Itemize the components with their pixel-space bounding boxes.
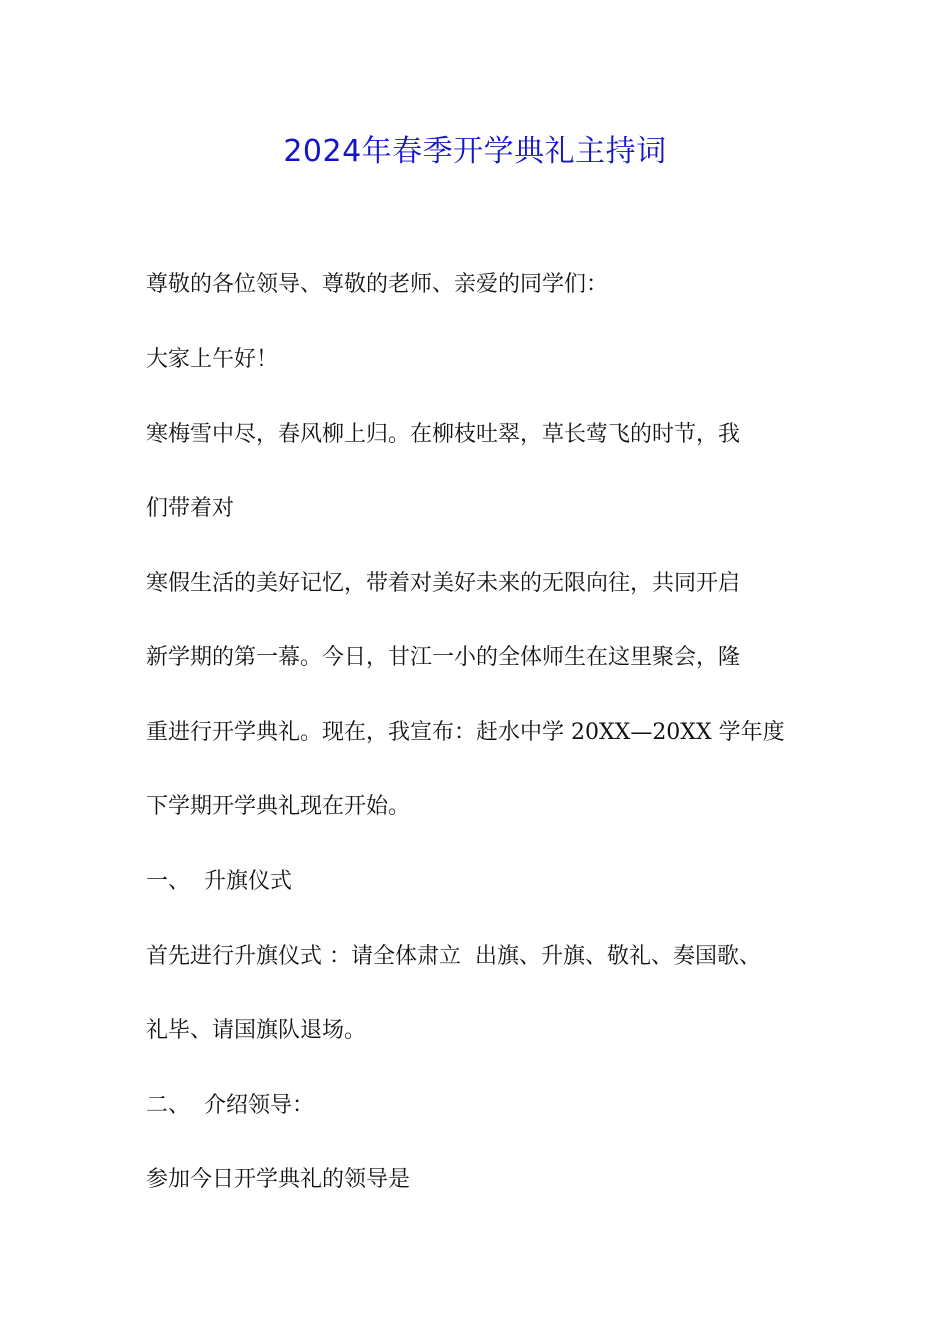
paragraph-line: 们带着对 (146, 496, 235, 521)
document-title: 2024年春季开学典礼主持词 (283, 134, 667, 169)
paragraph-line: 新学期的第一幕。今日，甘江一小的全体师生在这里聚会，隆 (146, 645, 741, 670)
paragraph-line: 首先进行升旗仪式 ：请全体肃立 出旗、升旗、敬礼、奏国歌、 (146, 944, 761, 969)
paragraph-line: 重进行开学典礼。现在，我宣布：赶水中学 20XX—20XX 学年度 (146, 720, 785, 745)
paragraph-line: 寒假生活的美好记忆，带着对美好未来的无限向往，共同开启 (146, 571, 741, 596)
section-heading-introduce-leaders: 二、 介绍领导： (146, 1093, 314, 1118)
greeting-line: 大家上午好！ (146, 347, 279, 372)
paragraph-line: 寒梅雪中尽，春风柳上归。在柳枝吐翠，草长莺飞的时节，我 (146, 422, 741, 447)
salutation-line: 尊敬的各位领导、尊敬的老师、亲爱的同学们： (146, 272, 609, 297)
paragraph-line: 下学期开学典礼现在开始。 (146, 794, 411, 819)
paragraph-line: 参加今日开学典礼的领导是 (146, 1167, 411, 1192)
section-heading-flag-raising: 一、 升旗仪式 (146, 869, 292, 894)
paragraph-line: 礼毕、请国旗队退场。 (146, 1018, 367, 1043)
